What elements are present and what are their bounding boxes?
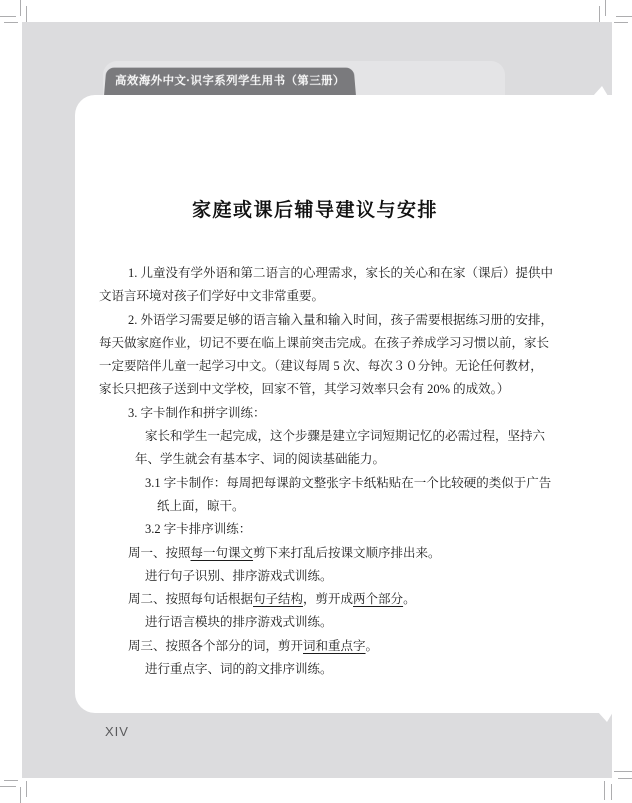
underlined-phrase: 词和重点字 [303,638,366,653]
crop-mark [614,771,632,772]
text-line: 3.2 字卡排序训练： [145,522,252,537]
page-curl-bottom-right [598,712,613,722]
text-line: 1. 儿童没有学外语和第二语言的心理需求，家长的关心和在家（课后）提供中 [128,266,554,280]
crop-mark [26,781,27,797]
text-line: 3.1 字卡制作：每周把每课韵文整张字卡纸粘贴在一个比较硬的类似于广告 [145,475,552,490]
text-block [99,262,569,681]
underlined-phrase: 句子结构 [253,592,304,607]
text-line: 2. 外语学习需要足够的语言输入量和输入时间，孩子需要根据练习册的安排， [128,312,554,327]
crop-mark [611,784,612,800]
text-line: 年、学生就会有基本字、词的阅读基础能力。 [135,452,386,467]
page-title: 家庭或课后辅导建议与安排 [191,200,438,221]
text-line: 进行重点字、词的韵文排序训练。 [145,662,333,677]
page-number: XIV [105,724,129,739]
text-line: 家长和学生一起完成，这个步骤是建立字词短期记忆的必需过程，坚持六 [145,429,546,444]
text-line: 进行句子识别、排序游戏式训练。 [145,568,333,583]
crop-mark [599,6,600,22]
crop-mark [0,16,16,17]
crop-mark [604,781,605,800]
underlined-phrase: 每一句课文 [190,545,254,560]
text-line: 周三、按照各个部分的词，剪开词和重点字。 [128,638,379,653]
crop-mark [4,22,18,23]
text-line: 文语言环境对孩子们学好中文非常重要。 [99,289,325,304]
underlined-phrase: 两个部分 [353,592,404,607]
text-line: 每天做家庭作业，切记不要在临上课前突击完成。在孩子养成学习习惯以前，家长 [99,335,550,350]
text-line: 一定要陪伴儿童一起学习中文。（建议每周 5 次、每次３０分钟。无论任何教材， [99,359,543,374]
text-line: 进行语言模块的排序游戏式训练。 [145,615,333,630]
series-title-tab: 高效海外中文·识字系列学生用书（第三册） [104,68,356,96]
crop-mark [0,786,16,787]
crop-mark [20,787,21,803]
crop-mark [616,16,632,17]
text-line: 纸上面，晾干。 [157,498,245,513]
text-line: 周二、按照每句话根据句子结构，剪开成两个部分。 [128,592,416,607]
page-curl-top-right [593,86,608,96]
crop-mark [618,778,632,779]
crop-mark [4,780,18,781]
crop-mark [20,0,21,16]
text-line: 3. 字卡制作和拼字训练： [128,405,266,420]
crop-mark [605,0,606,16]
crop-mark [26,6,27,22]
crop-mark [614,22,628,23]
page-sheet [75,95,612,713]
text-line: 周一、按照每一句课文剪下来打乱后按课文顺序排出来。 [128,545,441,560]
text-line: 家长只把孩子送到中文学校，回家不管，其学习效率只会有 20% 的成效。） [99,382,510,397]
